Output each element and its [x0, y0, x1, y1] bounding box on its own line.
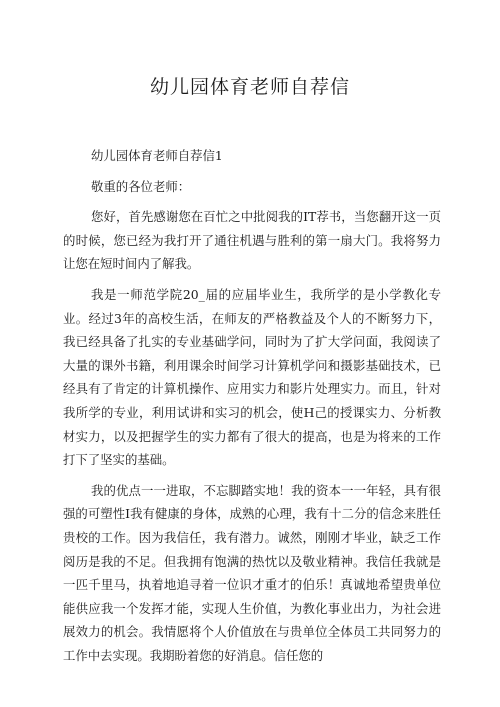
paragraph-education: 我是一师范学院20_届的应届毕业生，我所学的是小学教化专业。经过3年的高校生活，在师友的严格教益及个人的不断努力下，我已经具备了扎实的专业基础学问，同时为了扩大学问面，我阅读了大量的课外书籍，利用课余时间学习计算机学问和摄影基础技术，已经具有了肯定的计算机操作、应用实力和影片处理实力。而且，针对我所学的专业，利用试讲和实习的机会，使H己的授课实力、分析教材实力，以及把握学生的实力都有了很大的提高，也是为将来的工作打下了坚实的基础。 [63, 286, 441, 468]
paragraph-strengths: 我的优点一一进取，不忘脚踏实地！我的资本一一年轻，具有很强的可塑性I我有健康的身体，成熟的心理，我有十二分的信念来胜任贵校的工作。因为我信任，我有潜力。诚然，刚刚才毕业，缺乏工作阅历是我的不足。但我拥有饱满的热忱以及敬业精神。我信任我就是一匹千里马，执着地追寻着一位识才重才的伯乐！真诚地希望贵单位能供应我一个发挥才能，实现人生价值，为教化事业出力，为社会进展效力的机会。我情愿将个人价值放在与贵单位全体员工共同努力的工作中去实现。我期盼着您的好消息。信任您的 [63, 482, 441, 663]
document-body [63, 144, 441, 674]
letter-greeting: 敬重的各位老师： [91, 178, 191, 194]
paragraph-intro: 您好，首先感谢您在百忙之中批阅我的IT荐书，当您翻开这一页的时候，您已经为我打开了通往机遇与胜利的第一扇大门。我将努力让您在短时间内了解我。 [63, 209, 441, 272]
document-title: 幼儿园体育老师自荐信 [149, 76, 350, 98]
letter-subtitle: 幼儿园体育老师自荐信1 [91, 148, 223, 163]
